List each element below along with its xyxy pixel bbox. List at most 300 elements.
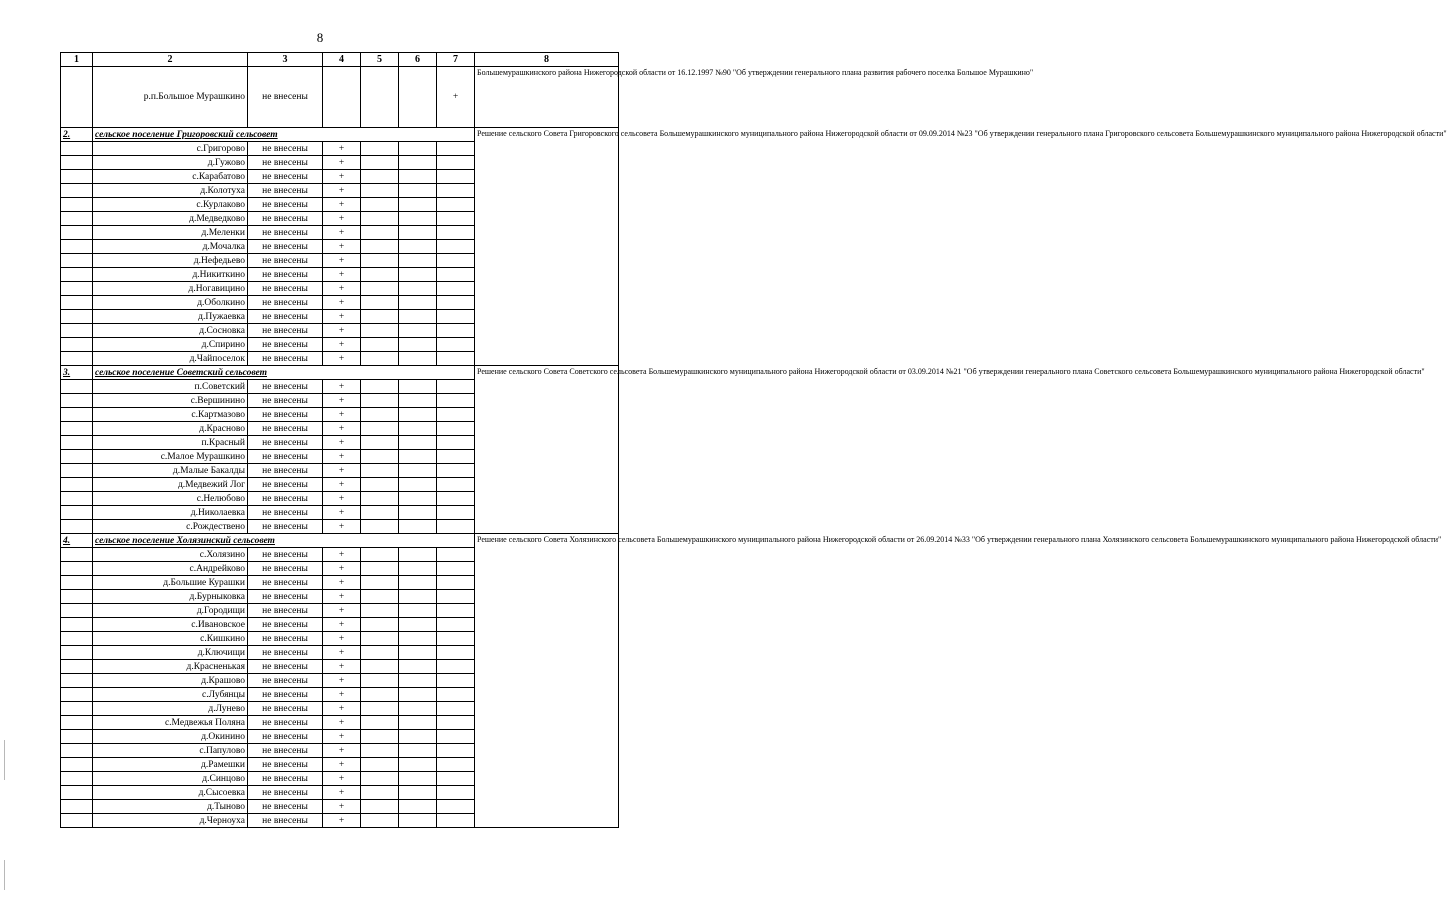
row-number-cell: [61, 184, 93, 198]
mark-cell: +: [323, 814, 361, 828]
empty-cell: [361, 422, 399, 436]
settlement-name: д.Сысоевка: [93, 786, 248, 800]
row-number-cell: [61, 240, 93, 254]
changes-status: не внесены: [248, 814, 323, 828]
changes-status: не внесены: [248, 702, 323, 716]
changes-status: не внесены: [248, 800, 323, 814]
empty-cell: [399, 184, 437, 198]
approval-document: Большемурашкинского района Нижегородской области от 16.12.1997 №90 "Об утверждении генерального плана развития рабочего поселка Большое Мурашкино": [475, 67, 619, 128]
settlement-name: д.Окинино: [93, 730, 248, 744]
settlement-name: д.Никиткино: [93, 268, 248, 282]
settlement-name: д.Тыново: [93, 800, 248, 814]
row-number-cell: [61, 394, 93, 408]
empty-cell: [399, 254, 437, 268]
empty-cell: [361, 156, 399, 170]
empty-cell: [399, 758, 437, 772]
settlement-name: с.Лубянцы: [93, 688, 248, 702]
settlement-name: с.Рождествено: [93, 520, 248, 534]
mark-cell: +: [323, 380, 361, 394]
empty-cell: [399, 352, 437, 366]
mark-cell: [323, 67, 361, 128]
row-number-cell: [61, 296, 93, 310]
empty-cell: [437, 800, 475, 814]
settlement-name: д.Лунево: [93, 702, 248, 716]
empty-cell: [437, 408, 475, 422]
empty-cell: [437, 310, 475, 324]
settlement-name: д.Городищи: [93, 604, 248, 618]
empty-cell: [399, 660, 437, 674]
row-number-cell: [61, 548, 93, 562]
approval-document: Решение сельского Совета Холязинского сельсовета Большемурашкинского муниципального района Нижегородской области от 26.09.2014 №33 "Об утверждении генерального плана Холязинского сельсовета Большемурашкинского муниципального района Нижегородской области": [475, 534, 619, 828]
empty-cell: [437, 254, 475, 268]
changes-status: не внесены: [248, 492, 323, 506]
column-header: 3: [248, 53, 323, 67]
empty-cell: [361, 492, 399, 506]
row-number-cell: [61, 142, 93, 156]
row-number-cell: [61, 786, 93, 800]
empty-cell: [399, 436, 437, 450]
settlement-name: д.Пужаевка: [93, 310, 248, 324]
settlement-name: с.Холязино: [93, 548, 248, 562]
settlement-name: д.Спирино: [93, 338, 248, 352]
changes-status: не внесены: [248, 436, 323, 450]
empty-cell: [399, 632, 437, 646]
mark-cell: +: [323, 548, 361, 562]
empty-cell: [437, 170, 475, 184]
column-header: 6: [399, 53, 437, 67]
section-title: сельское поселение Холязинский сельсовет: [93, 534, 475, 548]
approval-document: Решение сельского Совета Григоровского сельсовета Большемурашкинского муниципального района Нижегородской области от 09.09.2014 №23 "Об утверждении генерального плана Григоровского сельсовета Большемурашкинского муниципального района Нижегородской области": [475, 128, 619, 366]
row-number-cell: [61, 576, 93, 590]
row-number-cell: [61, 632, 93, 646]
mark-cell: +: [323, 744, 361, 758]
empty-cell: [437, 212, 475, 226]
settlement-name: с.Курлаково: [93, 198, 248, 212]
mark-cell: +: [323, 562, 361, 576]
empty-cell: [361, 254, 399, 268]
empty-cell: [361, 562, 399, 576]
settlement-name: д.Бурныковка: [93, 590, 248, 604]
changes-status: не внесены: [248, 240, 323, 254]
empty-cell: [437, 422, 475, 436]
empty-cell: [437, 772, 475, 786]
row-number-cell: [61, 758, 93, 772]
empty-cell: [361, 324, 399, 338]
changes-status: не внесены: [248, 674, 323, 688]
empty-cell: [399, 282, 437, 296]
empty-cell: [437, 520, 475, 534]
row-number-cell: [61, 814, 93, 828]
empty-cell: [361, 184, 399, 198]
changes-status: не внесены: [248, 296, 323, 310]
row-number-cell: [61, 268, 93, 282]
empty-cell: [399, 814, 437, 828]
mark-cell: +: [323, 702, 361, 716]
empty-cell: [361, 282, 399, 296]
empty-cell: [437, 268, 475, 282]
changes-status: не внесены: [248, 422, 323, 436]
table-row: [61, 67, 619, 128]
section-number: 2.: [61, 128, 93, 142]
empty-cell: [361, 67, 399, 128]
empty-cell: [399, 268, 437, 282]
empty-cell: [399, 730, 437, 744]
changes-status: не внесены: [248, 660, 323, 674]
empty-cell: [399, 786, 437, 800]
empty-cell: [361, 814, 399, 828]
empty-cell: [361, 240, 399, 254]
empty-cell: [361, 450, 399, 464]
row-number-cell: [61, 352, 93, 366]
scan-edge-mark: [4, 860, 5, 890]
mark-cell: +: [323, 506, 361, 520]
empty-cell: [399, 800, 437, 814]
settlement-name: с.Карабатово: [93, 170, 248, 184]
changes-status: не внесены: [248, 562, 323, 576]
changes-status: не внесены: [248, 618, 323, 632]
empty-cell: [437, 688, 475, 702]
empty-cell: [399, 772, 437, 786]
changes-status: не внесены: [248, 324, 323, 338]
row-number-cell: [61, 408, 93, 422]
row-number-cell: [61, 562, 93, 576]
empty-cell: [399, 464, 437, 478]
empty-cell: [361, 660, 399, 674]
empty-cell: [437, 632, 475, 646]
plan-register-table: [60, 52, 1447, 828]
settlement-name: д.Красново: [93, 422, 248, 436]
settlement-name: п.Советский: [93, 380, 248, 394]
row-number-cell: [61, 156, 93, 170]
empty-cell: [437, 730, 475, 744]
empty-cell: [361, 338, 399, 352]
empty-cell: [361, 198, 399, 212]
changes-status: не внесены: [248, 506, 323, 520]
row-number-cell: [61, 436, 93, 450]
settlement-name: д.Крашово: [93, 674, 248, 688]
empty-cell: [437, 716, 475, 730]
column-header: 7: [437, 53, 475, 67]
changes-status: не внесены: [248, 646, 323, 660]
empty-cell: [437, 394, 475, 408]
row-number-cell: [61, 464, 93, 478]
mark-cell: +: [323, 646, 361, 660]
mark-cell: +: [323, 352, 361, 366]
settlement-name: с.Малое Мурашкино: [93, 450, 248, 464]
changes-status: не внесены: [248, 184, 323, 198]
row-number-cell: [61, 688, 93, 702]
empty-cell: [361, 618, 399, 632]
empty-cell: [399, 156, 437, 170]
empty-cell: [361, 380, 399, 394]
empty-cell: [399, 296, 437, 310]
changes-status: не внесены: [248, 310, 323, 324]
empty-cell: [361, 464, 399, 478]
changes-status: не внесены: [248, 744, 323, 758]
settlement-name: с.Андрейково: [93, 562, 248, 576]
column-header: 1: [61, 53, 93, 67]
row-number-cell: [61, 67, 93, 128]
settlement-name: д.Гужово: [93, 156, 248, 170]
settlement-name: д.Малые Бакалды: [93, 464, 248, 478]
mark-cell: +: [323, 422, 361, 436]
settlement-name: д.Мочалка: [93, 240, 248, 254]
empty-cell: [437, 576, 475, 590]
empty-cell: [399, 394, 437, 408]
section-header-row: [61, 128, 619, 142]
empty-cell: [437, 548, 475, 562]
mark-cell: +: [323, 268, 361, 282]
empty-cell: [399, 212, 437, 226]
mark-cell: +: [437, 67, 475, 128]
changes-status: не внесены: [248, 170, 323, 184]
empty-cell: [361, 520, 399, 534]
row-number-cell: [61, 324, 93, 338]
empty-cell: [437, 338, 475, 352]
settlement-name: д.Красненькая: [93, 660, 248, 674]
changes-status: не внесены: [248, 226, 323, 240]
settlement-name: с.Вершинино: [93, 394, 248, 408]
row-number-cell: [61, 282, 93, 296]
mark-cell: +: [323, 324, 361, 338]
row-number-cell: [61, 450, 93, 464]
settlement-name: д.Медведково: [93, 212, 248, 226]
changes-status: не внесены: [248, 394, 323, 408]
settlement-name: д.Черноуха: [93, 814, 248, 828]
row-number-cell: [61, 506, 93, 520]
empty-cell: [361, 212, 399, 226]
settlement-name: д.Колотуха: [93, 184, 248, 198]
row-number-cell: [61, 744, 93, 758]
empty-cell: [361, 506, 399, 520]
empty-cell: [399, 702, 437, 716]
changes-status: не внесены: [248, 464, 323, 478]
settlement-name: с.Нелюбово: [93, 492, 248, 506]
empty-cell: [399, 142, 437, 156]
empty-cell: [399, 548, 437, 562]
row-number-cell: [61, 170, 93, 184]
empty-cell: [437, 282, 475, 296]
empty-cell: [437, 226, 475, 240]
row-number-cell: [61, 730, 93, 744]
row-number-cell: [61, 674, 93, 688]
empty-cell: [437, 590, 475, 604]
settlement-name: с.Кишкино: [93, 632, 248, 646]
empty-cell: [399, 562, 437, 576]
empty-cell: [361, 632, 399, 646]
settlement-name: с.Григорово: [93, 142, 248, 156]
empty-cell: [437, 702, 475, 716]
empty-cell: [361, 296, 399, 310]
changes-status: не внесены: [248, 67, 323, 128]
empty-cell: [399, 590, 437, 604]
mark-cell: +: [323, 450, 361, 464]
row-number-cell: [61, 716, 93, 730]
empty-cell: [361, 548, 399, 562]
row-number-cell: [61, 618, 93, 632]
empty-cell: [399, 646, 437, 660]
empty-cell: [437, 786, 475, 800]
empty-cell: [399, 198, 437, 212]
changes-status: не внесены: [248, 590, 323, 604]
column-header: 4: [323, 53, 361, 67]
empty-cell: [437, 324, 475, 338]
changes-status: не внесены: [248, 450, 323, 464]
empty-cell: [399, 310, 437, 324]
row-number-cell: [61, 310, 93, 324]
row-number-cell: [61, 800, 93, 814]
row-number-cell: [61, 422, 93, 436]
row-number-cell: [61, 604, 93, 618]
column-header: 2: [93, 53, 248, 67]
empty-cell: [361, 408, 399, 422]
section-title: сельское поселение Советский сельсовет: [93, 366, 475, 380]
empty-cell: [437, 240, 475, 254]
empty-cell: [437, 464, 475, 478]
page-number: 8: [316, 30, 324, 45]
empty-cell: [361, 688, 399, 702]
empty-cell: [361, 576, 399, 590]
settlement-name: с.Картмазово: [93, 408, 248, 422]
mark-cell: +: [323, 142, 361, 156]
mark-cell: +: [323, 436, 361, 450]
empty-cell: [399, 478, 437, 492]
settlement-name: д.Ногавицино: [93, 282, 248, 296]
settlement-name: д.Ключищи: [93, 646, 248, 660]
mark-cell: +: [323, 198, 361, 212]
approval-document: Решение сельского Совета Советского сельсовета Большемурашкинского муниципального района Нижегородской области от 03.09.2014 №21 "Об утверждении генерального плана Советского сельсовета Большемурашкинского муниципального района Нижегородской области": [475, 366, 619, 534]
changes-status: не внесены: [248, 758, 323, 772]
empty-cell: [399, 422, 437, 436]
mark-cell: +: [323, 716, 361, 730]
empty-cell: [399, 338, 437, 352]
row-number-cell: [61, 660, 93, 674]
mark-cell: +: [323, 604, 361, 618]
empty-cell: [437, 492, 475, 506]
changes-status: не внесены: [248, 268, 323, 282]
mark-cell: +: [323, 212, 361, 226]
empty-cell: [437, 744, 475, 758]
empty-cell: [361, 142, 399, 156]
row-number-cell: [61, 380, 93, 394]
settlement-name: р.п.Большое Мурашкино: [93, 67, 248, 128]
empty-cell: [437, 450, 475, 464]
empty-cell: [361, 604, 399, 618]
empty-cell: [361, 772, 399, 786]
mark-cell: +: [323, 282, 361, 296]
empty-cell: [361, 226, 399, 240]
mark-cell: +: [323, 170, 361, 184]
empty-cell: [361, 800, 399, 814]
row-number-cell: [61, 590, 93, 604]
mark-cell: +: [323, 464, 361, 478]
changes-status: не внесены: [248, 520, 323, 534]
empty-cell: [437, 296, 475, 310]
empty-cell: [399, 380, 437, 394]
empty-cell: [399, 67, 437, 128]
row-number-cell: [61, 212, 93, 226]
changes-status: не внесены: [248, 730, 323, 744]
settlement-name: с.Ивановское: [93, 618, 248, 632]
changes-status: не внесены: [248, 282, 323, 296]
empty-cell: [361, 758, 399, 772]
settlement-name: д.Николаевка: [93, 506, 248, 520]
empty-cell: [361, 394, 399, 408]
empty-cell: [437, 380, 475, 394]
empty-cell: [399, 506, 437, 520]
empty-cell: [399, 226, 437, 240]
changes-status: не внесены: [248, 212, 323, 226]
changes-status: не внесены: [248, 786, 323, 800]
row-number-cell: [61, 772, 93, 786]
mark-cell: +: [323, 786, 361, 800]
section-title: сельское поселение Григоровский сельсовет: [93, 128, 475, 142]
mark-cell: +: [323, 492, 361, 506]
settlement-name: д.Чайпоселок: [93, 352, 248, 366]
empty-cell: [361, 716, 399, 730]
mark-cell: +: [323, 338, 361, 352]
section-number: 3.: [61, 366, 93, 380]
mark-cell: +: [323, 674, 361, 688]
changes-status: не внесены: [248, 198, 323, 212]
mark-cell: +: [323, 478, 361, 492]
mark-cell: +: [323, 254, 361, 268]
empty-cell: [437, 562, 475, 576]
changes-status: не внесены: [248, 380, 323, 394]
empty-cell: [399, 688, 437, 702]
mark-cell: +: [323, 296, 361, 310]
settlement-name: д.Меленки: [93, 226, 248, 240]
changes-status: не внесены: [248, 688, 323, 702]
empty-cell: [399, 450, 437, 464]
settlement-name: п.Красный: [93, 436, 248, 450]
changes-status: не внесены: [248, 716, 323, 730]
mark-cell: +: [323, 772, 361, 786]
column-header: 5: [361, 53, 399, 67]
section-header-row: [61, 534, 619, 548]
empty-cell: [437, 142, 475, 156]
empty-cell: [361, 646, 399, 660]
mark-cell: +: [323, 618, 361, 632]
empty-cell: [399, 744, 437, 758]
row-number-cell: [61, 226, 93, 240]
mark-cell: +: [323, 240, 361, 254]
empty-cell: [399, 408, 437, 422]
mark-cell: +: [323, 632, 361, 646]
empty-cell: [361, 478, 399, 492]
empty-cell: [437, 646, 475, 660]
mark-cell: +: [323, 590, 361, 604]
changes-status: не внесены: [248, 408, 323, 422]
empty-cell: [437, 674, 475, 688]
mark-cell: +: [323, 688, 361, 702]
empty-cell: [399, 492, 437, 506]
settlement-name: с.Медвежья Поляна: [93, 716, 248, 730]
empty-cell: [361, 352, 399, 366]
settlement-name: д.Медвежий Лог: [93, 478, 248, 492]
changes-status: не внесены: [248, 576, 323, 590]
empty-cell: [399, 170, 437, 184]
empty-cell: [399, 240, 437, 254]
changes-status: не внесены: [248, 632, 323, 646]
changes-status: не внесены: [248, 352, 323, 366]
changes-status: не внесены: [248, 338, 323, 352]
mark-cell: +: [323, 394, 361, 408]
empty-cell: [399, 674, 437, 688]
settlement-name: д.Большие Курашки: [93, 576, 248, 590]
mark-cell: +: [323, 758, 361, 772]
changes-status: не внесены: [248, 254, 323, 268]
